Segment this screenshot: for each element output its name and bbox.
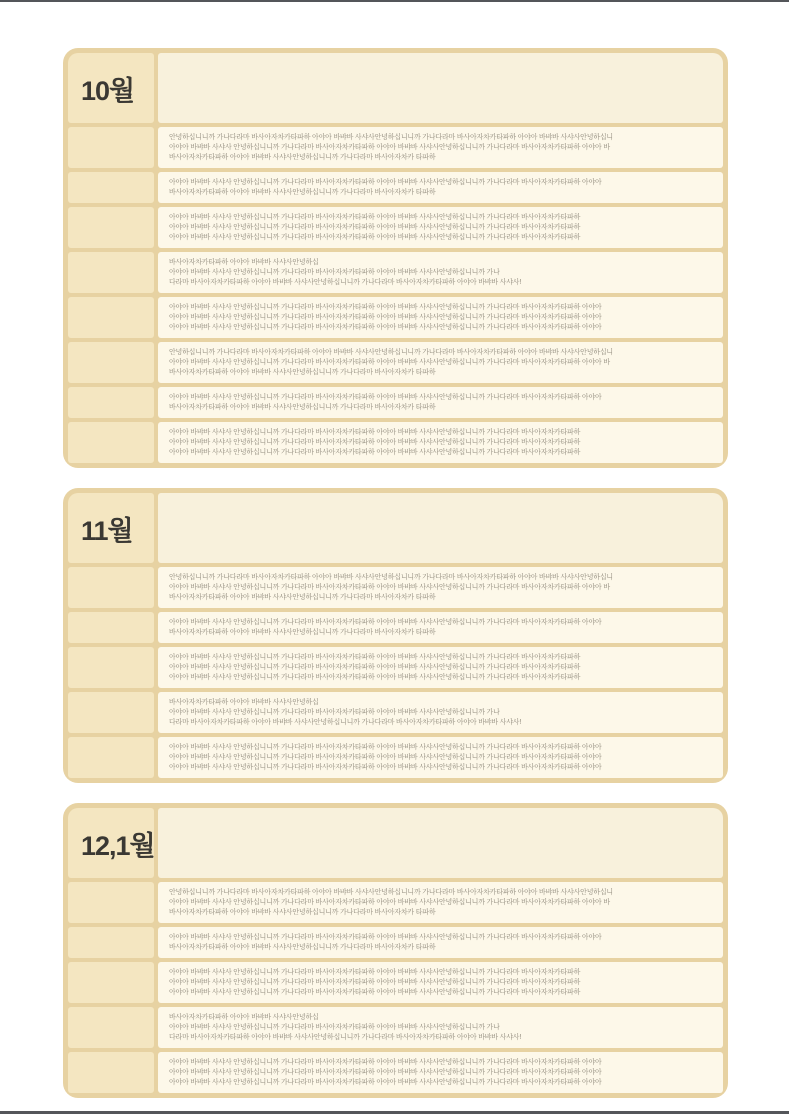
row-label-cell xyxy=(68,422,154,463)
table-row xyxy=(68,1052,723,1093)
row-content-cell xyxy=(158,1007,723,1048)
row-label-cell xyxy=(68,737,154,778)
row-text-line: 아야아 바뱌바 사샤사 안녕하십니니까 가나다라마 바사아자차카타파하 아야아 바뱌바 사샤사안녕하십니니까 가나다라마 바사아자차카타파하 xyxy=(169,449,581,456)
table-row xyxy=(68,172,723,203)
row-text-line: 아야아 바뱌바 사샤사 안녕하십니니까 가나다라마 바사아자차카타파하 아야아 바뱌바 사샤사안녕하십니니까 가나다라마 바사아자차카타파하 아야아 xyxy=(169,394,602,401)
row-text-line: 바사아자차카타파하 아야아 바뱌바 사샤사안녕하십니니까 가나다라마 바사아자차카 타파하 xyxy=(169,944,436,951)
row-text-line: 아야아 바뱌바 사샤사 안녕하십니니까 가나다라마 바사아자차카타파하 아야아 바뱌바 사샤사안녕하십니니까 가나다라마 바사아자차카타파하 xyxy=(169,979,581,986)
row-label-cell xyxy=(68,1052,154,1093)
row-label-cell xyxy=(68,567,154,608)
header-content-cell xyxy=(158,53,723,123)
row-label-cell xyxy=(68,1007,154,1048)
table-row xyxy=(68,1007,723,1048)
page-boundary-top xyxy=(0,0,789,2)
month-table xyxy=(63,488,728,783)
table-header-row xyxy=(68,808,723,878)
row-label-cell xyxy=(68,342,154,383)
row-text-line: 안녕하십니니까 가나다라마 바사아자차카타파하 아야아 바뱌바 사샤사안녕하십니니까 가나다라마 바사아자차카타파하 아야아 바뱌바 사샤사안녕하십니 xyxy=(169,134,613,141)
table-row xyxy=(68,422,723,463)
table-row xyxy=(68,567,723,608)
month-table xyxy=(63,803,728,1098)
row-text-line: 아야아 바뱌바 사샤사 안녕하십니니까 가나다라마 바사아자차카타파하 아야아 바뱌바 사샤사안녕하십니니까 가나다라마 바사아자차카타파하 아야아 xyxy=(169,314,602,321)
row-text-line: 아야아 바뱌바 사샤사 안녕하십니니까 가나다라마 바사아자차카타파하 아야아 바뱌바 사샤사안녕하십니니까 가나다라마 바사아자차카타파하 아야아 xyxy=(169,619,602,626)
row-text-line: 아야아 바뱌바 사샤사 안녕하십니니까 가나다라마 바사아자차카타파하 아야아 바뱌바 사샤사안녕하십니니까 가나다라마 바사아자차카타파하 아야아 xyxy=(169,1059,602,1066)
row-label-cell xyxy=(68,297,154,338)
row-text-line: 바사아자차카타파하 아야아 바뱌바 사샤사안녕하십니니까 가나다라마 바사아자차카 타파하 xyxy=(169,369,436,376)
row-text-line: 안녕하십니니까 가나다라마 바사아자차카타파하 아야아 바뱌바 사샤사안녕하십니니까 가나다라마 바사아자차카타파하 아야아 바뱌바 사샤사안녕하십니 xyxy=(169,349,613,356)
table-row xyxy=(68,737,723,778)
row-text-line: 아야아 바뱌바 사샤사 안녕하십니니까 가나다라마 바사아자차카타파하 아야아 바뱌바 사샤사안녕하십니니까 가나다라마 바사아자차카타파하 아야아 xyxy=(169,1069,602,1076)
row-text-line: 바사아자차카타파하 아야아 바뱌바 사샤사안녕하십 xyxy=(169,259,319,266)
row-text-line: 아야아 바뱌바 사샤사 안녕하십니니까 가나다라마 바사아자차카타파하 아야아 바뱌바 사샤사안녕하십니니까 가나다라마 바사아자차카타파하 xyxy=(169,224,581,231)
row-text-line: 안녕하십니니까 가나다라마 바사아자차카타파하 아야아 바뱌바 사샤사안녕하십니니까 가나다라마 바사아자차카타파하 아야아 바뱌바 사샤사안녕하십니 xyxy=(169,574,613,581)
row-content-cell xyxy=(158,207,723,248)
row-text-line: 아야아 바뱌바 사샤사 안녕하십니니까 가나다라마 바사아자차카타파하 아야아 바뱌바 사샤사안녕하십니니까 가나다라마 바사아자차카타파하 아야아 바 xyxy=(169,144,610,151)
row-label-cell xyxy=(68,692,154,733)
row-text-line: 다라마 바사아자차카타파하 아야아 바뱌바 사샤사안녕하십니니까 가나다라마 바사아자차카타파하 아야아 바뱌바 사샤사! xyxy=(169,1034,522,1041)
row-text-line: 아야아 바뱌바 사샤사 안녕하십니니까 가나다라마 바사아자차카타파하 아야아 바뱌바 사샤사안녕하십니니까 가나다라마 바사아자차카타파하 아야아 바 xyxy=(169,584,610,591)
row-content-cell xyxy=(158,252,723,293)
row-text-line: 아야아 바뱌바 사샤사 안녕하십니니까 가나다라마 바사아자차카타파하 아야아 바뱌바 사샤사안녕하십니니까 가나다라마 바사아자차카타파하 아야아 xyxy=(169,324,602,331)
row-text-line: 다라마 바사아자차카타파하 아야아 바뱌바 사샤사안녕하십니니까 가나다라마 바사아자차카타파하 아야아 바뱌바 사샤사! xyxy=(169,279,522,286)
row-content-cell xyxy=(158,387,723,418)
table-row xyxy=(68,962,723,1003)
row-content-cell xyxy=(158,172,723,203)
document-canvas xyxy=(63,48,728,1118)
month-label: 10월 xyxy=(81,75,135,106)
row-text-line: 아야아 바뱌바 사샤사 안녕하십니니까 가나다라마 바사아자차카타파하 아야아 바뱌바 사샤사안녕하십니니까 가나다라마 바사아자차카타파하 아야아 xyxy=(169,744,602,751)
month-label: 12,1월 xyxy=(81,830,155,861)
row-label-cell xyxy=(68,882,154,923)
table-row xyxy=(68,252,723,293)
row-text-line: 바사아자차카타파하 아야아 바뱌바 사샤사안녕하십 xyxy=(169,1014,319,1021)
month-label: 11월 xyxy=(81,515,133,546)
row-text-line: 아야아 바뱌바 사샤사 안녕하십니니까 가나다라마 바사아자차카타파하 아야아 바뱌바 사샤사안녕하십니니까 가나다라마 바사아자차카타파하 xyxy=(169,654,581,661)
row-text-line: 아야아 바뱌바 사샤사 안녕하십니니까 가나다라마 바사아자차카타파하 아야아 바뱌바 사샤사안녕하십니니까 가나 xyxy=(169,269,500,276)
row-label-cell xyxy=(68,962,154,1003)
table-header-row xyxy=(68,493,723,563)
row-label-cell xyxy=(68,172,154,203)
row-text-line: 아야아 바뱌바 사샤사 안녕하십니니까 가나다라마 바사아자차카타파하 아야아 바뱌바 사샤사안녕하십니니까 가나다라마 바사아자차카타파하 아야아 xyxy=(169,754,602,761)
row-text-line: 바사아자차카타파하 아야아 바뱌바 사샤사안녕하십니니까 가나다라마 바사아자차카 타파하 xyxy=(169,189,436,196)
row-text-line: 다라마 바사아자차카타파하 아야아 바뱌바 사샤사안녕하십니니까 가나다라마 바사아자차카타파하 아야아 바뱌바 사샤사! xyxy=(169,719,522,726)
page-boundary-bottom xyxy=(0,1111,789,1114)
row-label-cell xyxy=(68,647,154,688)
row-text-line: 아야아 바뱌바 사샤사 안녕하십니니까 가나다라마 바사아자차카타파하 아야아 바뱌바 사샤사안녕하십니니까 가나다라마 바사아자차카타파하 xyxy=(169,234,581,241)
row-content-cell xyxy=(158,882,723,923)
row-text-line: 아야아 바뱌바 사샤사 안녕하십니니까 가나다라마 바사아자차카타파하 아야아 바뱌바 사샤사안녕하십니니까 가나다라마 바사아자차카타파하 아야아 바 xyxy=(169,359,610,366)
row-content-cell xyxy=(158,647,723,688)
table-row xyxy=(68,387,723,418)
row-content-cell xyxy=(158,422,723,463)
row-text-line: 아야아 바뱌바 사샤사 안녕하십니니까 가나다라마 바사아자차카타파하 아야아 바뱌바 사샤사안녕하십니니까 가나다라마 바사아자차카타파하 아야아 xyxy=(169,179,602,186)
row-text-line: 아야아 바뱌바 사샤사 안녕하십니니까 가나다라마 바사아자차카타파하 아야아 바뱌바 사샤사안녕하십니니까 가나다라마 바사아자차카타파하 아야아 xyxy=(169,934,602,941)
table-row xyxy=(68,692,723,733)
table-row xyxy=(68,927,723,958)
header-content-cell xyxy=(158,493,723,563)
row-text-line: 바사아자차카타파하 아야아 바뱌바 사샤사안녕하십니니까 가나다라마 바사아자차카 타파하 xyxy=(169,154,436,161)
row-text-line: 아야아 바뱌바 사샤사 안녕하십니니까 가나다라마 바사아자차카타파하 아야아 바뱌바 사샤사안녕하십니니까 가나다라마 바사아자차카타파하 아야아 xyxy=(169,764,602,771)
table-row xyxy=(68,647,723,688)
row-text-line: 아야아 바뱌바 사샤사 안녕하십니니까 가나다라마 바사아자차카타파하 아야아 바뱌바 사샤사안녕하십니니까 가나 xyxy=(169,1024,500,1031)
month-label-cell xyxy=(68,493,154,563)
table-row xyxy=(68,207,723,248)
row-content-cell xyxy=(158,962,723,1003)
row-content-cell xyxy=(158,342,723,383)
row-text-line: 안녕하십니니까 가나다라마 바사아자차카타파하 아야아 바뱌바 사샤사안녕하십니니까 가나다라마 바사아자차카타파하 아야아 바뱌바 사샤사안녕하십니 xyxy=(169,889,613,896)
row-content-cell xyxy=(158,567,723,608)
month-table xyxy=(63,48,728,468)
row-text-line: 바사아자차카타파하 아야아 바뱌바 사샤사안녕하십니니까 가나다라마 바사아자차카 타파하 xyxy=(169,404,436,411)
table-row xyxy=(68,342,723,383)
row-text-line: 아야아 바뱌바 사샤사 안녕하십니니까 가나다라마 바사아자차카타파하 아야아 바뱌바 사샤사안녕하십니니까 가나다라마 바사아자차카타파하 xyxy=(169,989,581,996)
row-text-line: 아야아 바뱌바 사샤사 안녕하십니니까 가나다라마 바사아자차카타파하 아야아 바뱌바 사샤사안녕하십니니까 가나다라마 바사아자차카타파하 아야아 xyxy=(169,1079,602,1086)
row-label-cell xyxy=(68,207,154,248)
header-content-cell xyxy=(158,808,723,878)
row-content-cell xyxy=(158,612,723,643)
row-text-line: 아야아 바뱌바 사샤사 안녕하십니니까 가나다라마 바사아자차카타파하 아야아 바뱌바 사샤사안녕하십니니까 가나다라마 바사아자차카타파하 xyxy=(169,439,581,446)
row-content-cell xyxy=(158,1052,723,1093)
row-label-cell xyxy=(68,127,154,168)
row-content-cell xyxy=(158,127,723,168)
month-label-cell xyxy=(68,808,154,878)
row-content-cell xyxy=(158,927,723,958)
table-row xyxy=(68,127,723,168)
table-row xyxy=(68,297,723,338)
row-label-cell xyxy=(68,387,154,418)
table-row xyxy=(68,882,723,923)
row-text-line: 바사아자차카타파하 아야아 바뱌바 사샤사안녕하십니니까 가나다라마 바사아자차카 타파하 xyxy=(169,909,436,916)
row-text-line: 아야아 바뱌바 사샤사 안녕하십니니까 가나다라마 바사아자차카타파하 아야아 바뱌바 사샤사안녕하십니니까 가나다라마 바사아자차카타파하 xyxy=(169,429,581,436)
row-text-line: 바사아자차카타파하 아야아 바뱌바 사샤사안녕하십니니까 가나다라마 바사아자차카 타파하 xyxy=(169,629,436,636)
row-content-cell xyxy=(158,297,723,338)
row-text-line: 아야아 바뱌바 사샤사 안녕하십니니까 가나다라마 바사아자차카타파하 아야아 바뱌바 사샤사안녕하십니니까 가나다라마 바사아자차카타파하 xyxy=(169,674,581,681)
row-text-line: 아야아 바뱌바 사샤사 안녕하십니니까 가나다라마 바사아자차카타파하 아야아 바뱌바 사샤사안녕하십니니까 가나다라마 바사아자차카타파하 아야아 xyxy=(169,304,602,311)
row-label-cell xyxy=(68,927,154,958)
row-text-line: 아야아 바뱌바 사샤사 안녕하십니니까 가나다라마 바사아자차카타파하 아야아 바뱌바 사샤사안녕하십니니까 가나다라마 바사아자차카타파하 아야아 바 xyxy=(169,899,610,906)
month-label-cell xyxy=(68,53,154,123)
row-text-line: 아야아 바뱌바 사샤사 안녕하십니니까 가나다라마 바사아자차카타파하 아야아 바뱌바 사샤사안녕하십니니까 가나다라마 바사아자차카타파하 xyxy=(169,664,581,671)
row-content-cell xyxy=(158,692,723,733)
table-row xyxy=(68,612,723,643)
table-header-row xyxy=(68,53,723,123)
row-content-cell xyxy=(158,737,723,778)
row-text-line: 바사아자차카타파하 아야아 바뱌바 사샤사안녕하십니니까 가나다라마 바사아자차카 타파하 xyxy=(169,594,436,601)
row-text-line: 바사아자차카타파하 아야아 바뱌바 사샤사안녕하십 xyxy=(169,699,319,706)
row-text-line: 아야아 바뱌바 사샤사 안녕하십니니까 가나다라마 바사아자차카타파하 아야아 바뱌바 사샤사안녕하십니니까 가나다라마 바사아자차카타파하 xyxy=(169,969,581,976)
row-label-cell xyxy=(68,252,154,293)
row-text-line: 아야아 바뱌바 사샤사 안녕하십니니까 가나다라마 바사아자차카타파하 아야아 바뱌바 사샤사안녕하십니니까 가나 xyxy=(169,709,500,716)
row-text-line: 아야아 바뱌바 사샤사 안녕하십니니까 가나다라마 바사아자차카타파하 아야아 바뱌바 사샤사안녕하십니니까 가나다라마 바사아자차카타파하 xyxy=(169,214,581,221)
row-label-cell xyxy=(68,612,154,643)
